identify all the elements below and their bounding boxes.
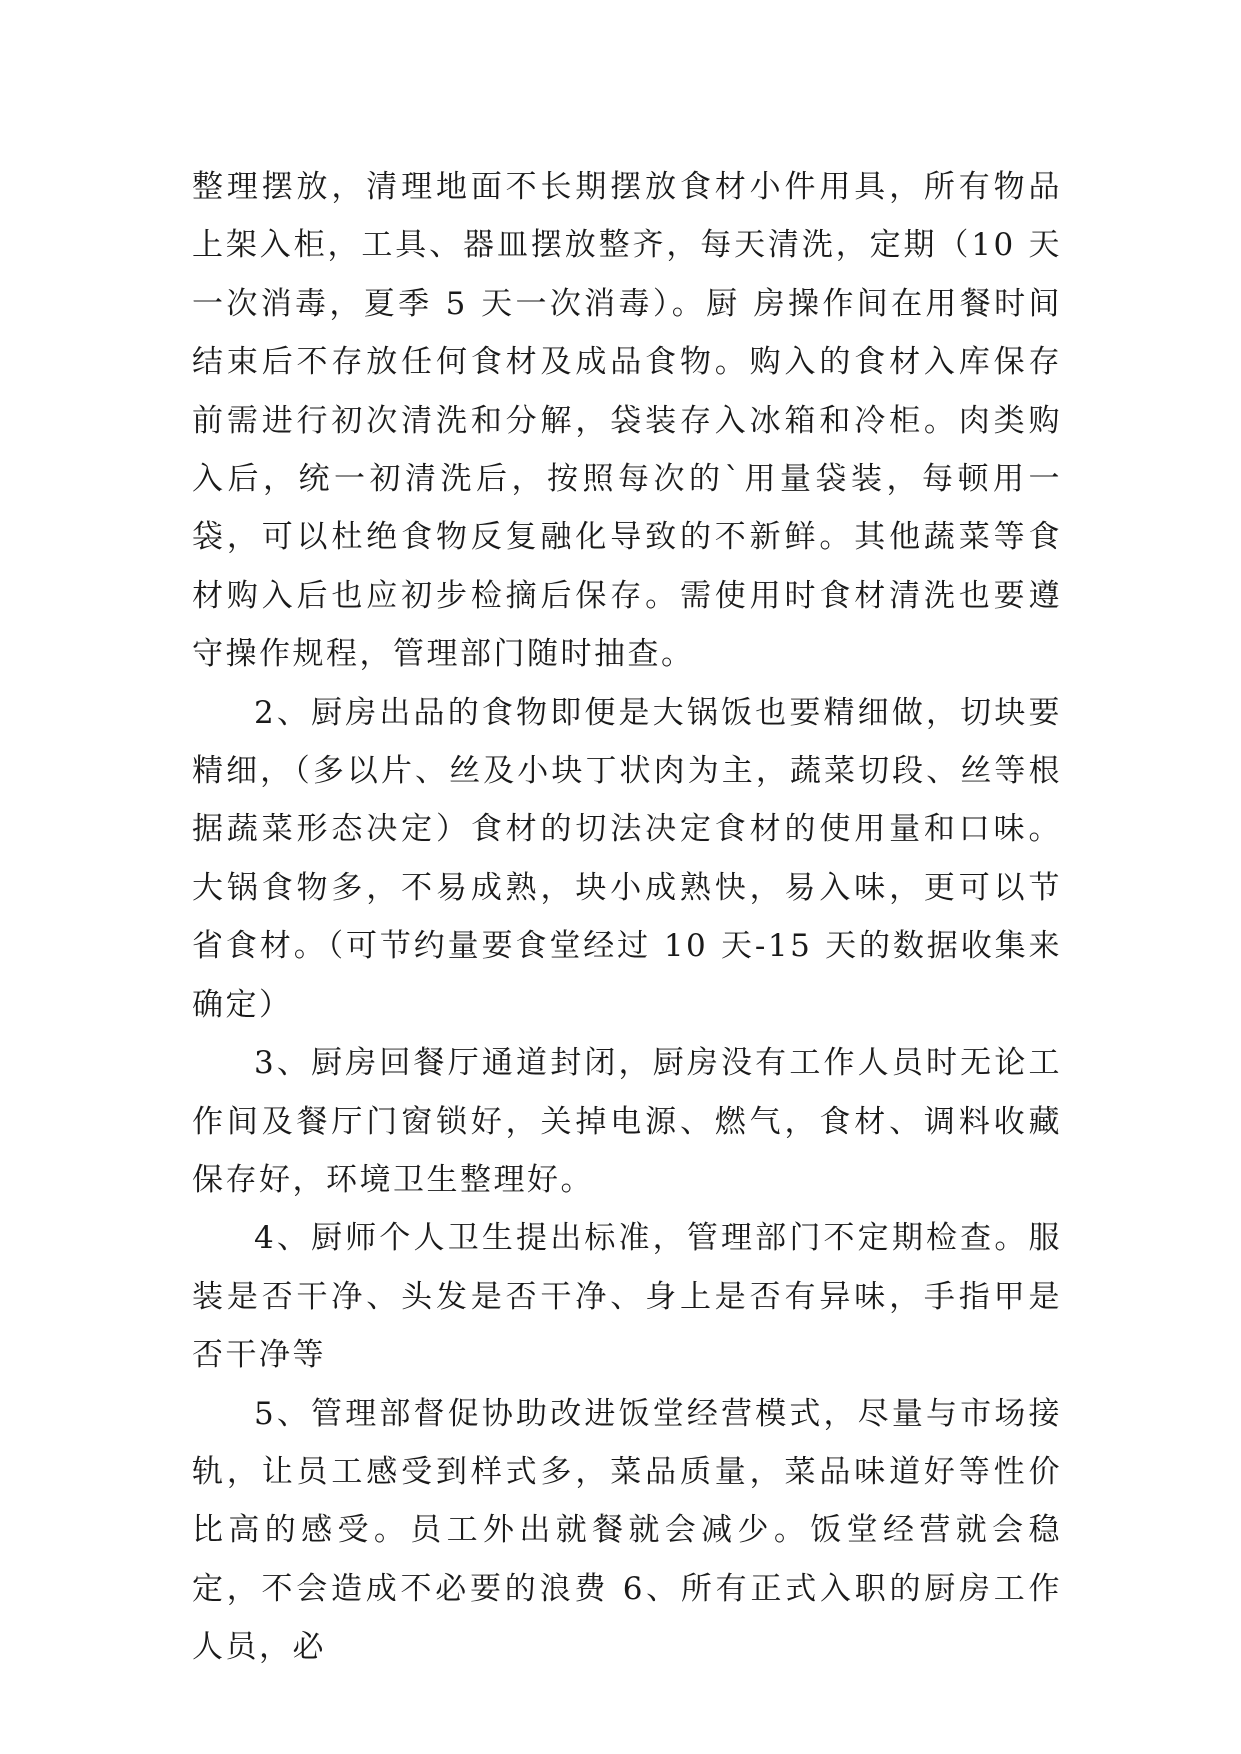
paragraph-item-5-management: 5、管理部督促协助改进饭堂经营模式，尽量与市场接轨，让员工感受到样式多，菜品质量，菜品味道好等性价比高的感受。员工外出就餐就会减少。饭堂经营就会稳定，不会造成不必要的浪费 6、所有正式入职的厨房工作人员，必 bbox=[192, 1395, 1062, 1666]
paragraph-item-4-hygiene: 4、厨师个人卫生提出标准，管理部门不定期检查。服装是否干净、头发是否干净、身上是否有异味，手指甲是否干净等 bbox=[192, 1220, 1062, 1374]
paragraph-item-3-closing: 3、厨房回餐厅通道封闭，厨房没有工作人员时无论工作间及餐厅门窗锁好，关掉电源、燃气，食材、调料收藏保存好，环境卫生整理好。 bbox=[192, 1045, 1062, 1198]
body-text bbox=[192, 158, 1062, 1677]
paragraph-item-2-food-prep: 2、厨房出品的食物即便是大锅饭也要精细做，切块要精细，（多以片、丝及小块丁状肉为主，蔬菜切段、丝等根据蔬菜形态决定）食材的切法决定食材的使用量和口味。大锅食物多，不易成熟，块小成熟快，易入味，更可以节省食材。（可节约量要食堂经过 10 天-15 天的数据收集来确定） bbox=[192, 694, 1062, 1023]
paragraph-kitchen-storage: 整理摆放，清理地面不长期摆放食材小件用具，所有物品上架入柜，工具、器皿摆放整齐，每天清洗，定期（10 天一次消毒，夏季 5 天一次消毒）。厨 房操作间在用餐时间结束后不存放任何食材及成品食物。购入的食材入库保存前需进行初次清洗和分解，袋装存入冰箱和冷柜。肉类购入后，统一初清洗后，按照每次的`用量袋装，每顿用一袋，可以杜绝食物反复融化导致的不新鲜。其他蔬菜等食材购入后也应初步检摘后保存。需使用时食材清洗也要遵守操作规程，管理部门随时抽查。 bbox=[192, 169, 1062, 673]
